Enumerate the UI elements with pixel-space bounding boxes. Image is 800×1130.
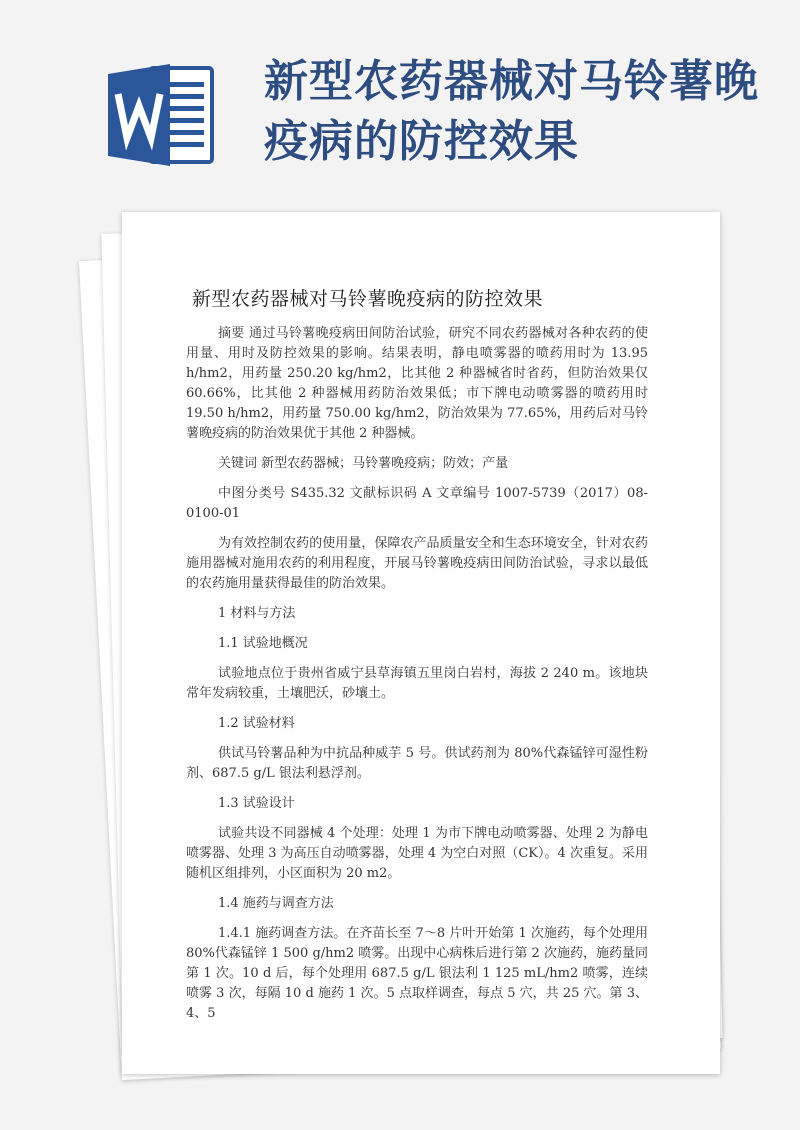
subsection-heading: 1.4 施药与调查方法 xyxy=(218,896,334,911)
page-title: 新型农药器械对马铃薯晚疫病的防控效果 xyxy=(264,56,759,167)
subsection-heading: 1.2 试验材料 xyxy=(218,716,295,731)
document-page xyxy=(122,212,720,1074)
document-title: 新型农药器械对马铃薯晚疫病的防控效果 xyxy=(192,288,544,310)
subsection-heading: 1.3 试验设计 xyxy=(218,796,295,811)
abstract: 摘要 通过马铃薯晚疫病田间防治试验，研究不同农药器械对各种农药的使用量、用时及防控效果的影响。结果表明，静电喷雾器的喷药用时为 13.95 h/hm2，用药量 250.20 kg/hm2，比其他 2 种器械省时省药，但防治效果仅 60.66%，比其他 2 种器械用药防治效果低；市下牌电动喷雾器的喷药用时 19.50 h/hm2，用药量 750.00 kg/hm2，防治效果为 77.65%，用药后对马铃薯晚疫病的防治效果优于其他 2 种器械。 xyxy=(186,326,648,441)
paragraph: 试验共设不同器械 4 个处理：处理 1 为市下牌电动喷雾器、处理 2 为静电喷雾器、处理 3 为高压自动喷雾器，处理 4 为空白对照（CK）。4 次重复。采用随机区组排列，小区面积为 20 m2。 xyxy=(186,826,648,881)
paragraph: 供试马铃薯品种为中抗品种威芋 5 号。供试药剂为 80%代森锰锌可湿性粉剂、687.5 g/L 银法利悬浮剂。 xyxy=(186,746,648,781)
classification: 中图分类号 S435.32 文献标识码 A 文章编号 1007-5739（2017）08-0100-01 xyxy=(186,486,648,521)
keywords: 关键词 新型农药器械；马铃薯晚疫病；防效；产量 xyxy=(218,456,509,471)
intro-paragraph: 为有效控制农药的使用量，保障农产品质量安全和生态环境安全，针对农药施用器械对施用农药的利用程度，开展马铃薯晚疫病田间防治试验，寻求以最低的农药施用量获得最佳的防治效果。 xyxy=(186,536,648,591)
document-body xyxy=(186,324,648,1034)
section-heading: 1 材料与方法 xyxy=(218,606,296,621)
paragraph: 1.4.1 施药调查方法。在齐苗长至 7～8 片叶开始第 1 次施药，每个处理用 80%代森锰锌 1 500 g/hm2 喷雾。出现中心病株后进行第 2 次施药，施药量同第 1 次。10 d 后，每个处理用 687.5 g/L 银法利 1 125 mL/hm2 喷雾，连续喷雾 3 次，每隔 10 d 施药 1 次。5 点取样调查，每点 5 穴，共 25 穴。第 3、4、5 xyxy=(186,926,648,1021)
word-icon xyxy=(108,62,218,168)
paragraph: 试验地点位于贵州省威宁县草海镇五里岗白岩村，海拔 2 240 m。该地块常年发病较重，土壤肥沃，砂壤土。 xyxy=(186,666,648,701)
subsection-heading: 1.1 试验地概况 xyxy=(218,636,308,651)
